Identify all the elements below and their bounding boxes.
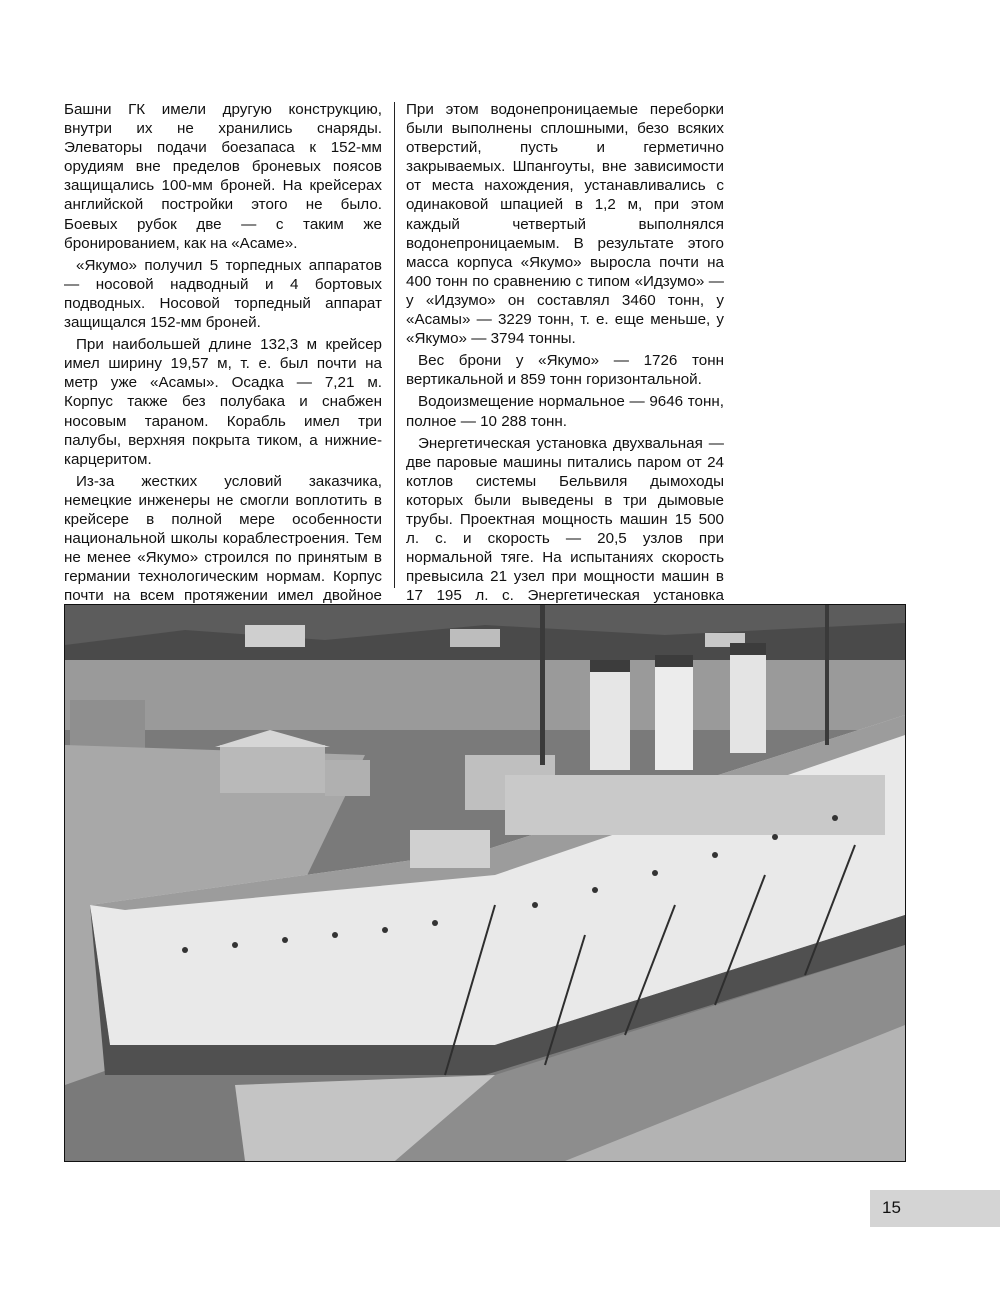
paragraph: «Якумо» получил 5 торпедных аппаратов — носовой надводный и 4 бортовых подводных. Носовой торпедный аппарат защищался 152-мм броней.	[64, 256, 382, 332]
text-column-right	[406, 100, 724, 666]
paragraph: Энергетическая установка двухвальная — две паровые машины питались паром от 24 котлов системы Бельвиля дымоходы которых были выведены в три дымовые трубы. Проектная мощность машин 15 500 л. с. и скорость — 20,5 узлов при нормальной тяге. На испытаниях скорость превысила 21 узел при мощности машин в 17 195 л. с. Энергетическая установка	[406, 434, 724, 605]
paragraph: Вес брони у «Якумо» — 1726 тонн вертикальной и 859 тонн горизонтальной.	[406, 352, 724, 389]
cruiser-photo	[64, 604, 906, 1162]
paragraph: При наибольшей длине 132,3 м крейсер имел ширину 19,57 м, т. е. был почти на метр уже «Асамы». Осадка — 7,21 м. Корпус также без полубака и снабжен носовым тараном. Корабль имел три палубы, верхняя покрыта тиком, а нижние-карцеритом.	[64, 336, 382, 468]
text-column-left	[64, 100, 382, 666]
column-divider	[394, 102, 395, 588]
paragraph: Башни ГК имели другую конструкцию, внутри их не хранились снаряды. Элеваторы подачи боезапаса к 152-мм орудиям вне пределов броневых поясов защищались 100-мм броней. На крейсерах английской постройки этого не было. Боевых рубок две — с таким же бронированием, как на «Асаме».	[64, 101, 382, 252]
paragraph: При этом водонепроницаемые переборки были выполнены сплошными, безо всяких отверстий, пусть и герметично закрываемых. Шпангоуты, вне зависимости от места нахождения, устанавливались с одинаковой шпацией в 1,2 м, при этом каждый четвертый выполнялся водонепроницаемым. В результате этого масса корпуса «Якумо» выросла почти на 400 тонн по сравнению с типом «Идзумо» — у «Идзумо» он составлял 3460 тонн, у «Асамы» — 3229 тонн, т. е. еще меньше, у «Якумо» — 3794 тонны.	[406, 101, 724, 348]
page-number-tab	[870, 1190, 1000, 1227]
page-number: 15	[882, 1198, 901, 1217]
paragraph: Водоизмещение нормальное — 9646 тонн, полное — 10 288 тонн.	[406, 393, 724, 430]
paragraph: Из-за жестких условий заказчика, немецкие инженеры не смогли воплотить в крейсере в полной мере особенности национальной школы кораблестроения. Тем не менее «Якумо» строился по принятым в германии технологическим нормам. Корпус почти на всем протяжении имел двойное	[64, 472, 382, 605]
